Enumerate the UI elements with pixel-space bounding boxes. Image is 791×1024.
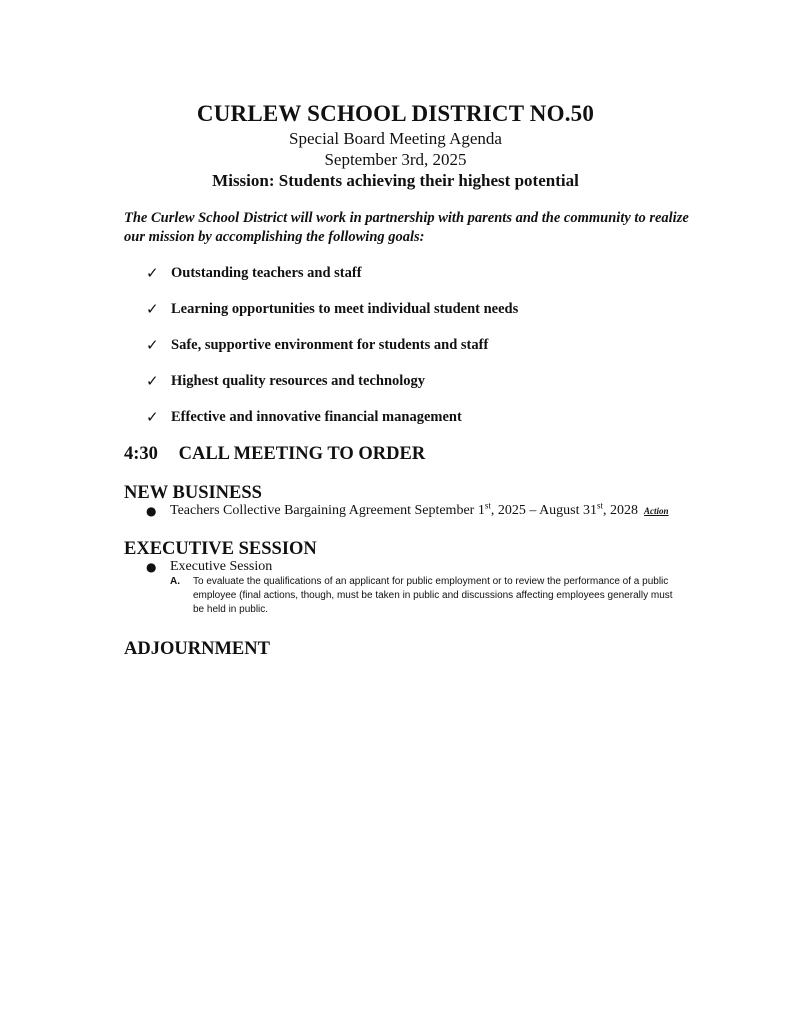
- goal-item: [146, 406, 706, 442]
- meeting-date: September 3rd, 2025: [324, 150, 467, 169]
- goal-text: Safe, supportive environment for students and staff: [171, 337, 489, 353]
- goal-item: [146, 334, 706, 370]
- executive-session-item: [146, 558, 272, 576]
- new-business-item: [146, 502, 669, 520]
- checkmark-icon: ✓: [146, 300, 159, 318]
- goals-list: [146, 262, 706, 442]
- goal-item: [146, 370, 706, 406]
- goal-item: [146, 262, 706, 298]
- checkmark-icon: ✓: [146, 408, 159, 426]
- goal-item: [146, 298, 706, 334]
- call-to-order: [124, 442, 724, 466]
- intro-paragraph: The Curlew School District will work in partnership with parents and the community to realize our mission by accomplishing the following goals:: [124, 210, 689, 245]
- new-business-heading: NEW BUSINESS: [124, 483, 262, 503]
- call-to-order-label: CALL MEETING TO ORDER: [178, 444, 426, 464]
- mission-statement: Mission: Students achieving their highest potential: [212, 171, 579, 190]
- subitem-letter: A.: [170, 576, 180, 587]
- goal-text: Learning opportunities to meet individual student needs: [171, 301, 519, 317]
- subitem-text: To evaluate the qualifications of an applicant for public employment or to review the performance of a public employee (final actions, though, must be taken in public and discussions affecting employees generally must be held in public.: [193, 576, 673, 615]
- checkmark-icon: ✓: [146, 336, 159, 354]
- new-business-item-text: Teachers Collective Bargaining Agreement September 1st, 2025 – August 31st, 2028 Action: [170, 500, 669, 518]
- goal-text: Effective and innovative financial management: [171, 409, 462, 425]
- action-tag: Action: [644, 506, 669, 516]
- district-title: CURLEW SCHOOL DISTRICT NO.50: [196, 101, 595, 126]
- executive-session-heading: EXECUTIVE SESSION: [124, 539, 317, 559]
- executive-session-subitem: [170, 575, 685, 617]
- checkmark-icon: ✓: [146, 264, 159, 282]
- goal-text: Outstanding teachers and staff: [171, 265, 362, 281]
- call-to-order-time: 4:30: [124, 444, 158, 464]
- bullet-icon: ●: [146, 560, 157, 574]
- goal-text: Highest quality resources and technology: [171, 373, 426, 389]
- executive-session-item-text: Executive Session: [170, 559, 273, 574]
- adjournment-heading: ADJOURNMENT: [124, 639, 270, 659]
- meeting-type: Special Board Meeting Agenda: [289, 129, 502, 148]
- checkmark-icon: ✓: [146, 372, 159, 390]
- agenda-header: [0, 100, 791, 192]
- bullet-icon: ●: [146, 504, 157, 518]
